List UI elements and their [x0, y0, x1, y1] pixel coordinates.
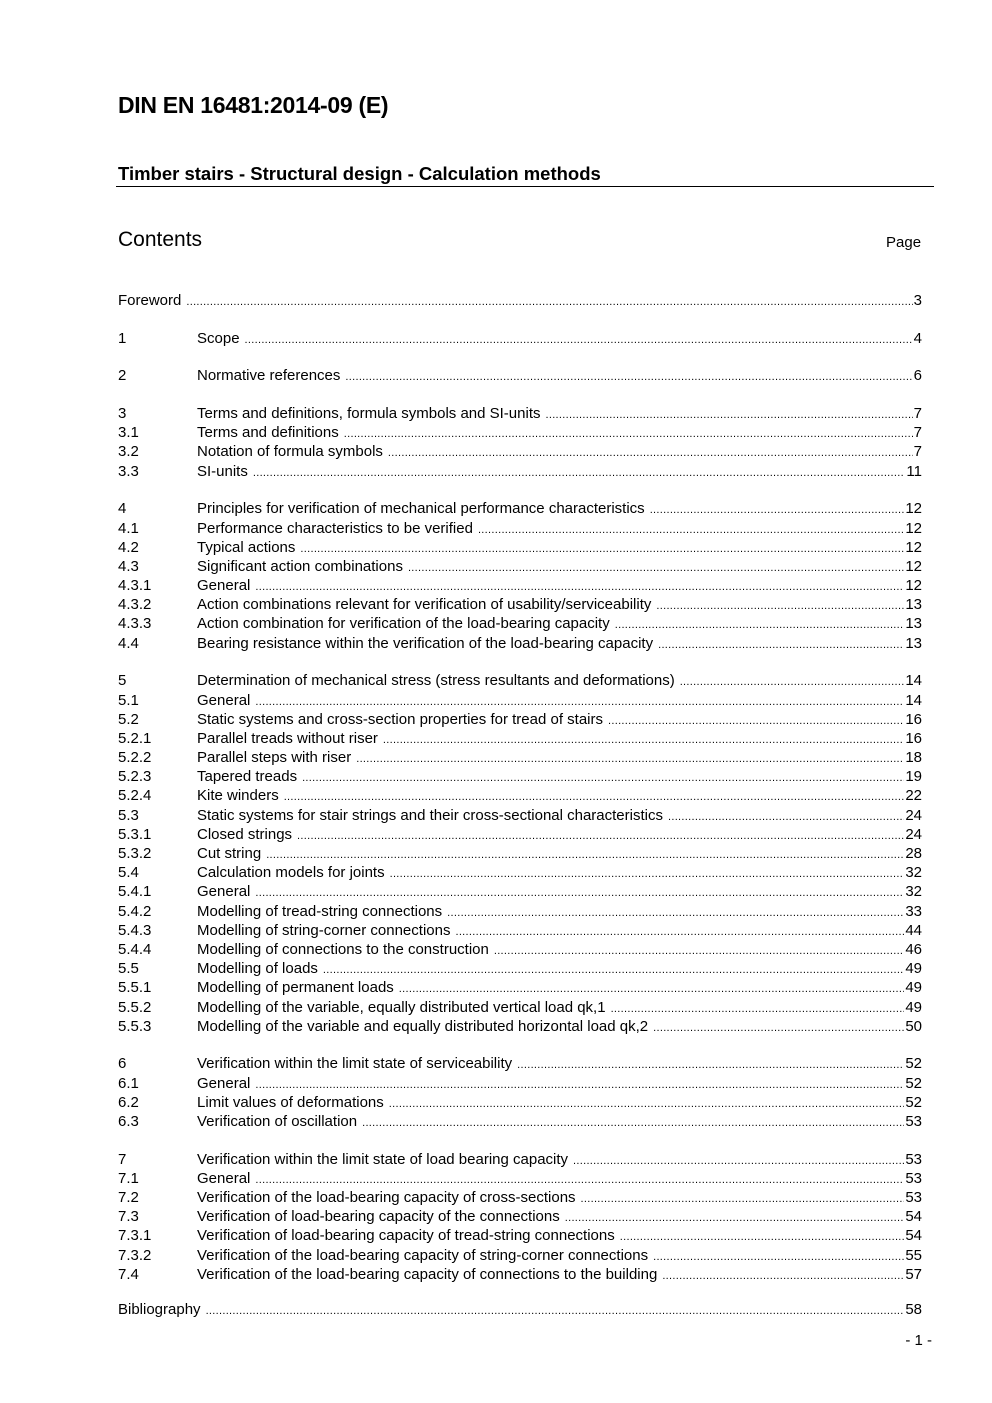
- toc-entry-page: 46: [905, 940, 922, 958]
- toc-entry-number: 5.5.3: [118, 1017, 152, 1035]
- toc-entry-number: 5.3.1: [118, 825, 152, 843]
- toc-entry-number: 5.4.1: [118, 883, 152, 901]
- dot-leader: [408, 559, 904, 578]
- toc-entry-title: Static systems for stair strings and their cross-sectional characteristics: [197, 806, 663, 824]
- toc-entry[interactable]: [118, 499, 922, 518]
- dot-leader: [611, 1000, 905, 1019]
- toc-entry-number: 5.5.2: [118, 998, 152, 1016]
- toc-entry-page: 49: [905, 979, 922, 997]
- toc-entry-number: 2: [118, 367, 127, 385]
- toc-entry-title: SI-units: [197, 462, 248, 480]
- toc-entry-page: 52: [905, 1093, 922, 1111]
- toc-entry-number: 4.3.1: [118, 577, 152, 595]
- toc-entry-title: General: [197, 883, 251, 901]
- toc-entry-page: 22: [905, 787, 922, 805]
- toc-entry-page: 49: [905, 960, 922, 978]
- toc-entry-title: Parallel steps with riser: [197, 749, 352, 767]
- dot-leader: [494, 942, 904, 961]
- toc-entry-number: 7.1: [118, 1169, 139, 1187]
- toc-entry-title: Modelling of connections to the construction: [197, 940, 489, 958]
- dot-leader: [356, 750, 904, 769]
- toc-entry-number: 4.3.3: [118, 615, 152, 633]
- toc-entry[interactable]: [118, 423, 922, 442]
- document-subtitle: Timber stairs - Structural design - Calculation methods: [118, 163, 601, 184]
- toc-entry[interactable]: [118, 1207, 922, 1226]
- dot-leader: [608, 712, 904, 731]
- toc-entry[interactable]: [118, 576, 922, 595]
- dot-leader: [455, 923, 904, 942]
- toc-entry-page: 33: [905, 902, 922, 920]
- toc-entry-number: 7.3: [118, 1208, 139, 1226]
- toc-entry[interactable]: [118, 691, 922, 710]
- dot-leader: [383, 731, 904, 750]
- toc-entry-page: 12: [905, 500, 922, 518]
- toc-entry-title: Bibliography: [118, 1300, 201, 1318]
- toc-entry-title: Action combination for verification of the load-bearing capacity: [197, 615, 610, 633]
- dot-leader: [653, 1019, 904, 1038]
- toc-entry[interactable]: [118, 921, 922, 940]
- toc-entry-page: 50: [905, 1017, 922, 1035]
- toc-entry-page: 53: [905, 1189, 922, 1206]
- table-of-contents: [118, 291, 922, 1319]
- toc-entry[interactable]: [118, 748, 922, 767]
- toc-entry-page: 57: [905, 1265, 922, 1283]
- toc-entry[interactable]: [118, 1150, 922, 1169]
- toc-entry-number: 3: [118, 405, 127, 423]
- toc-entry-title: Modelling of the variable and equally distributed horizontal load qk,2: [197, 1017, 649, 1035]
- toc-entry-page: 16: [905, 710, 922, 728]
- toc-entry-number: 7.3.1: [118, 1227, 152, 1245]
- toc-entry-number: 4.2: [118, 538, 139, 556]
- dot-leader: [389, 1095, 905, 1114]
- toc-entry-number: 4.4: [118, 634, 139, 652]
- toc-entry-page: 13: [905, 596, 922, 614]
- toc-entry-page: 16: [905, 729, 922, 747]
- toc-entry-title: Verification within the limit state of load bearing capacity: [197, 1150, 569, 1168]
- toc-entry-page: 32: [905, 883, 922, 901]
- toc-entry[interactable]: [118, 863, 922, 882]
- toc-entry-number: 5: [118, 672, 127, 690]
- toc-entry[interactable]: [118, 767, 922, 786]
- toc-entry-number: 4.1: [118, 519, 139, 537]
- toc-entry-title: Limit values of deformations: [197, 1093, 384, 1111]
- toc-entry-page: 52: [905, 1055, 922, 1073]
- toc-entry[interactable]: [118, 329, 922, 348]
- toc-entry-number: 5.4.2: [118, 902, 152, 920]
- toc-entry-title: Verification of the load-bearing capacity of connections to the building: [197, 1265, 658, 1283]
- dot-leader: [656, 597, 904, 616]
- toc-entry-page: 53: [905, 1169, 922, 1187]
- toc-entry-page: 18: [905, 749, 922, 767]
- toc-entry[interactable]: [118, 806, 922, 825]
- toc-entry[interactable]: [118, 442, 922, 461]
- toc-entry-number: 5.4.3: [118, 921, 152, 939]
- toc-entry-title: Foreword: [118, 292, 182, 309]
- toc-entry-number: 5.4: [118, 864, 139, 882]
- page-number: - 1 -: [905, 1332, 932, 1349]
- toc-entry-page: 52: [905, 1074, 922, 1092]
- toc-entry[interactable]: [118, 1017, 922, 1036]
- document-title: DIN EN 16481:2014-09 (E): [118, 92, 389, 118]
- toc-entry-title: Verification of the load-bearing capacity of string-corner connections: [197, 1246, 649, 1264]
- toc-entry-title: Modelling of string-corner connections: [197, 921, 451, 939]
- toc-entry-page: 7: [913, 424, 922, 442]
- toc-entry-title: Terms and definitions, formula symbols and SI-units: [197, 405, 541, 423]
- toc-entry-number: 1: [118, 329, 127, 347]
- toc-entry-page: 14: [905, 691, 922, 709]
- toc-entry-number: 5.4.4: [118, 940, 152, 958]
- toc-entry-number: 3.1: [118, 424, 139, 442]
- toc-entry-page: 12: [905, 538, 922, 556]
- toc-entry-number: 3.2: [118, 443, 139, 461]
- toc-entry[interactable]: [118, 538, 922, 557]
- toc-entry-title: Principles for verification of mechanical performance characteristics: [197, 500, 645, 518]
- dot-leader: [573, 1152, 904, 1171]
- toc-entry-number: 4.3.2: [118, 596, 152, 614]
- toc-entry-title: Verification of the load-bearing capacity of cross-sections: [197, 1189, 576, 1206]
- dot-leader: [680, 673, 905, 692]
- toc-entry-number: 5.2.4: [118, 787, 152, 805]
- toc-entry-title: Action combinations relevant for verification of usability/serviceability: [197, 596, 652, 614]
- toc-entry[interactable]: [118, 940, 922, 959]
- toc-entry-page: 24: [905, 825, 922, 843]
- toc-entry-page: 12: [905, 519, 922, 537]
- toc-entry-title: Scope: [197, 329, 240, 347]
- dot-leader: [650, 501, 905, 520]
- dot-leader: [620, 1228, 905, 1247]
- dot-leader: [545, 406, 912, 425]
- toc-entry-page: 4: [913, 329, 922, 347]
- toc-entry-title: Performance characteristics to be verified: [197, 519, 473, 537]
- dot-leader: [344, 425, 913, 444]
- toc-entry[interactable]: [118, 291, 922, 310]
- dot-leader: [517, 1056, 904, 1075]
- toc-entry[interactable]: [118, 902, 922, 921]
- toc-entry-page: 11: [906, 462, 922, 480]
- toc-entry-title: General: [197, 1074, 251, 1092]
- toc-entry-number: 5.2: [118, 710, 139, 728]
- toc-entry-title: Terms and definitions: [197, 424, 339, 442]
- toc-entry-number: 4.3: [118, 557, 139, 575]
- toc-entry-page: 12: [905, 577, 922, 595]
- dot-leader: [297, 827, 904, 846]
- toc-entry-number: 6.3: [118, 1112, 139, 1130]
- toc-entry-page: 54: [905, 1208, 922, 1226]
- toc-entry-page: 14: [905, 672, 922, 690]
- toc-entry-page: 7: [913, 443, 922, 461]
- toc-entry-page: 13: [905, 634, 922, 652]
- toc-entry-number: 6.2: [118, 1093, 139, 1111]
- toc-entry[interactable]: [118, 882, 922, 901]
- toc-entry[interactable]: [118, 978, 922, 997]
- toc-entry-page: 13: [905, 615, 922, 633]
- toc-entry-number: 5.5: [118, 960, 139, 978]
- toc-entry[interactable]: [118, 844, 922, 863]
- toc-entry-number: 7.4: [118, 1265, 139, 1283]
- toc-entry-title: Closed strings: [197, 825, 293, 843]
- toc-entry-page: 53: [905, 1150, 922, 1168]
- toc-entry[interactable]: [118, 1265, 922, 1284]
- toc-entry[interactable]: [118, 1188, 922, 1207]
- toc-entry-title: Static systems and cross-section properties for tread of stairs: [197, 710, 603, 728]
- title-underline: [116, 186, 934, 187]
- dot-leader: [302, 769, 904, 788]
- toc-entry-title: Modelling of the variable, equally distributed vertical load qk,1: [197, 998, 606, 1016]
- toc-entry-page: 28: [905, 845, 922, 862]
- toc-entry-title: Modelling of permanent loads: [197, 979, 394, 997]
- toc-entry-title: Determination of mechanical stress (stress resultants and deformations): [197, 672, 675, 690]
- dot-leader: [581, 1190, 905, 1209]
- toc-entry-title: General: [197, 691, 251, 709]
- toc-entry[interactable]: [118, 595, 922, 614]
- toc-entry[interactable]: [118, 1093, 922, 1112]
- toc-entry-page: 58: [905, 1300, 922, 1318]
- dot-leader: [447, 904, 904, 923]
- dot-leader: [658, 636, 904, 655]
- toc-entry-number: 5.2.1: [118, 729, 152, 747]
- toc-entry-title: Verification of load-bearing capacity of tread-string connections: [197, 1227, 615, 1245]
- toc-entry[interactable]: [118, 1074, 922, 1093]
- toc-entry-title: Normative references: [197, 367, 341, 385]
- toc-entry-title: Bearing resistance within the verification of the load-bearing capacity: [197, 634, 654, 652]
- toc-entry[interactable]: [118, 1226, 922, 1245]
- dot-leader: [186, 293, 912, 312]
- toc-entry-title: Typical actions: [197, 538, 296, 556]
- toc-entry[interactable]: [118, 825, 922, 844]
- dot-leader: [662, 1267, 904, 1286]
- toc-entry-title: Verification within the limit state of serviceability: [197, 1055, 513, 1073]
- dot-leader: [478, 521, 904, 540]
- toc-entry-page: 3: [913, 292, 922, 309]
- toc-entry-page: 6: [913, 367, 922, 385]
- toc-entry-number: 3.3: [118, 462, 139, 480]
- dot-leader: [668, 808, 904, 827]
- toc-entry-number: 5.2.3: [118, 768, 152, 786]
- toc-entry-page: 32: [905, 864, 922, 882]
- toc-entry-number: 4: [118, 500, 127, 518]
- toc-entry[interactable]: [118, 1112, 922, 1131]
- toc-entry-title: Significant action combinations: [197, 557, 403, 575]
- toc-entry-page: 12: [905, 557, 922, 575]
- toc-entry[interactable]: [118, 634, 922, 653]
- toc-entry-page: 49: [905, 998, 922, 1016]
- toc-entry-number: 7: [118, 1150, 127, 1168]
- toc-entry-title: Parallel treads without riser: [197, 729, 378, 747]
- toc-entry-page: 19: [905, 768, 922, 786]
- toc-entry[interactable]: [118, 1169, 922, 1188]
- toc-entry-number: 5.5.1: [118, 979, 152, 997]
- toc-entry[interactable]: [118, 557, 922, 576]
- toc-entry-title: Tapered treads: [197, 768, 298, 786]
- toc-entry[interactable]: [118, 1300, 922, 1319]
- toc-entry[interactable]: [118, 404, 922, 423]
- dot-leader: [615, 616, 905, 635]
- dot-leader: [390, 865, 905, 884]
- dot-leader: [245, 331, 913, 350]
- toc-entry[interactable]: [118, 366, 922, 385]
- toc-entry[interactable]: [118, 710, 922, 729]
- toc-entry-title: Verification of load-bearing capacity of the connections: [197, 1208, 560, 1226]
- toc-entry-number: 5.1: [118, 691, 139, 709]
- toc-entry[interactable]: [118, 462, 922, 481]
- toc-entry-page: 44: [905, 921, 922, 939]
- toc-entry-number: 6.1: [118, 1074, 139, 1092]
- toc-entry-number: 5.3.2: [118, 845, 152, 862]
- toc-entry-number: 5.2.2: [118, 749, 152, 767]
- dot-leader: [653, 1248, 904, 1267]
- toc-entry-number: 7.3.2: [118, 1246, 152, 1264]
- toc-entry[interactable]: [118, 959, 922, 978]
- toc-entry-title: Notation of formula symbols: [197, 443, 383, 461]
- toc-entry[interactable]: [118, 786, 922, 805]
- dot-leader: [323, 961, 904, 980]
- dot-leader: [362, 1114, 904, 1133]
- dot-leader: [253, 464, 906, 483]
- dot-leader: [345, 368, 912, 387]
- toc-entry-number: 5.3: [118, 806, 139, 824]
- toc-entry-page: 54: [905, 1227, 922, 1245]
- dot-leader: [206, 1302, 905, 1321]
- contents-heading: Contents: [118, 228, 203, 251]
- toc-entry[interactable]: [118, 998, 922, 1017]
- toc-entry[interactable]: [118, 1054, 922, 1073]
- toc-entry-number: 6: [118, 1055, 127, 1073]
- toc-entry-page: 7: [913, 405, 922, 423]
- toc-entry[interactable]: [118, 729, 922, 748]
- toc-entry-title: Modelling of loads: [197, 960, 318, 978]
- toc-entry[interactable]: [118, 614, 922, 633]
- toc-entry-title: General: [197, 577, 251, 595]
- toc-entry-title: Kite winders: [197, 787, 279, 805]
- toc-entry-title: Verification of oscillation: [197, 1112, 358, 1130]
- toc-entry-title: General: [197, 1169, 251, 1187]
- toc-entry[interactable]: [118, 671, 922, 690]
- toc-entry-number: 7.2: [118, 1189, 139, 1206]
- dot-leader: [388, 444, 913, 463]
- toc-entry-title: Modelling of tread-string connections: [197, 902, 443, 920]
- toc-entry-page: 53: [905, 1112, 922, 1130]
- toc-entry-title: Cut string: [197, 845, 262, 862]
- toc-entry[interactable]: [118, 519, 922, 538]
- toc-entry-page: 24: [905, 806, 922, 824]
- page-column-heading: Page: [886, 234, 922, 251]
- toc-entry-title: Calculation models for joints: [197, 864, 385, 882]
- toc-entry-page: 55: [905, 1246, 922, 1264]
- toc-entry[interactable]: [118, 1246, 922, 1265]
